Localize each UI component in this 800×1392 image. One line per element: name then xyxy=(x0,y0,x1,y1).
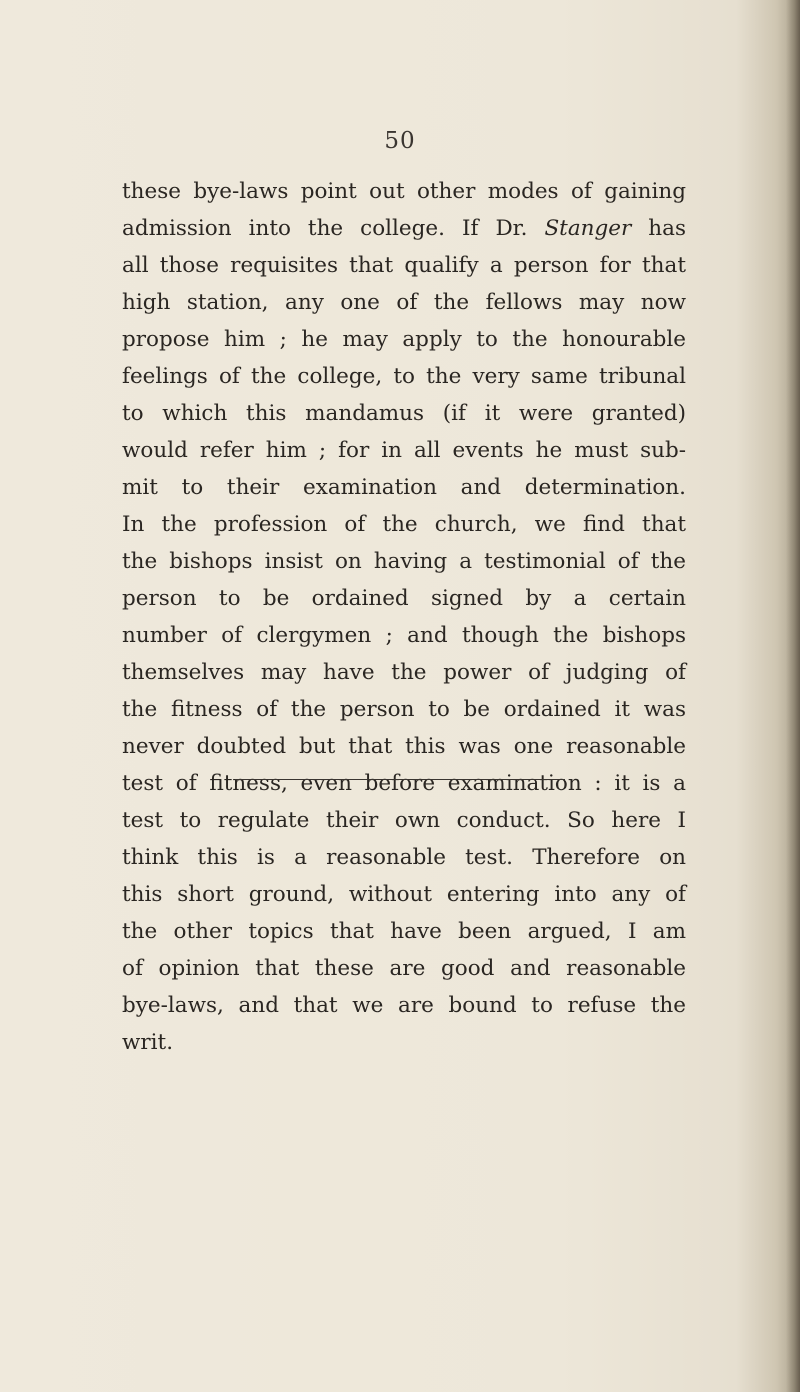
text-span: has xyxy=(631,216,686,241)
text-line: never doubted but that this was one reasonable xyxy=(122,734,686,759)
text-line: would refer him ; for in all events he must sub- xyxy=(122,438,686,463)
section-divider xyxy=(235,779,565,780)
text-line: test of fitness, even before examination : it is a xyxy=(122,771,686,796)
text-line: bye-laws, and that we are bound to refuse the xyxy=(122,993,686,1018)
text-line: of opinion that these are good and reasonable xyxy=(122,956,686,981)
text-line: high station, any one of the fellows may now xyxy=(122,290,686,315)
text-span: admission into the college. If Dr. xyxy=(122,216,545,241)
italic-name: Stanger xyxy=(544,216,632,241)
text-line: these bye-laws point out other modes of gaining xyxy=(122,179,686,204)
text-line: person to be ordained signed by a certain xyxy=(122,586,686,611)
text-line: feelings of the college, to the very same tribunal xyxy=(122,364,686,389)
text-line: the fitness of the person to be ordained it was xyxy=(122,697,686,722)
page-edge-shadow xyxy=(786,0,800,1392)
text-line: propose him ; he may apply to the honourable xyxy=(122,327,686,352)
text-line: the bishops insist on having a testimonial of the xyxy=(122,549,686,574)
text-line xyxy=(122,210,686,247)
text-line: this short ground, without entering into any of xyxy=(122,882,686,907)
text-line: In the profession of the church, we find that xyxy=(122,512,686,537)
text-line: writ. xyxy=(122,1030,174,1055)
text-line: all those requisites that qualify a person for that xyxy=(122,253,686,278)
text-line: to which this mandamus (if it were granted) xyxy=(122,401,686,426)
page-number: 50 xyxy=(384,128,416,154)
text-line: the other topics that have been argued, I am xyxy=(122,919,686,944)
body-text xyxy=(122,173,686,1061)
text-line: themselves may have the power of judging of xyxy=(122,660,686,685)
text-line: mit to their examination and determination. xyxy=(122,475,686,500)
text-line: think this is a reasonable test. Therefore on xyxy=(122,845,686,870)
text-line: number of clergymen ; and though the bishops xyxy=(122,623,686,648)
text-line: test to regulate their own conduct. So here I xyxy=(122,808,686,833)
